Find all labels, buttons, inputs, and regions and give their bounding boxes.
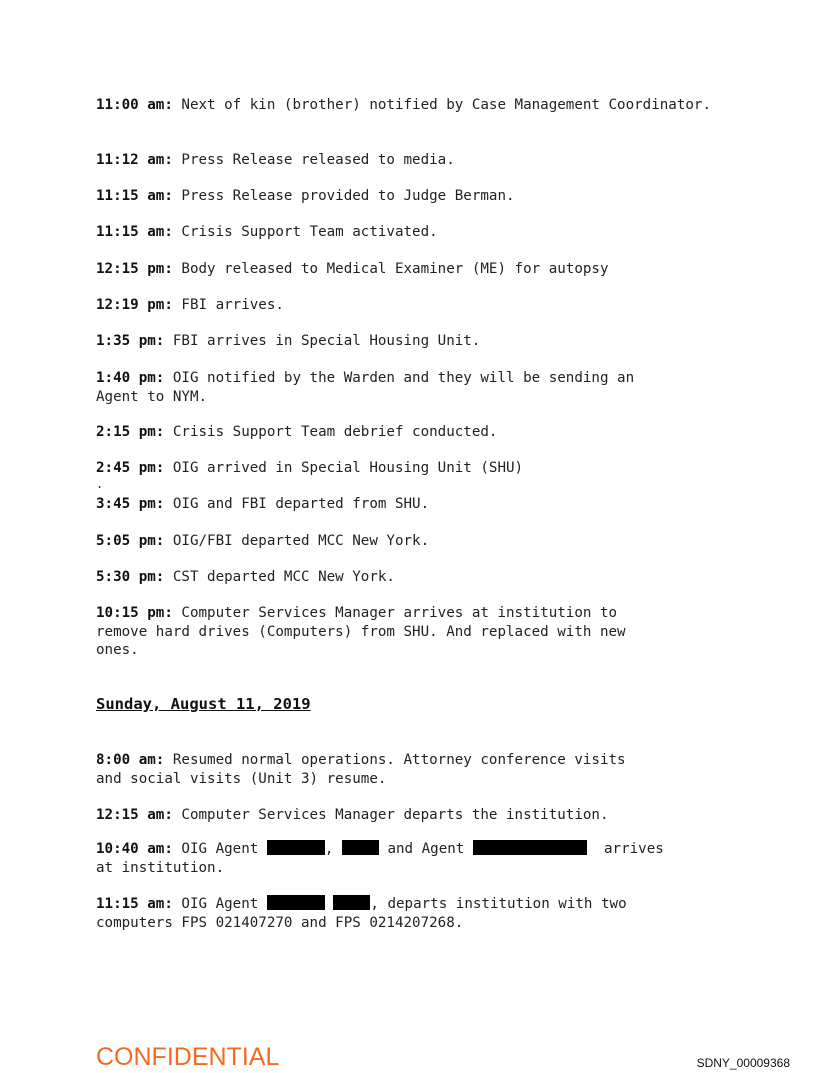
timeline-entry [96, 223, 716, 242]
entry-time: 10:15 pm: [96, 605, 173, 621]
timeline-entry [96, 806, 716, 825]
entry-text: Computer Services Manager departs the institution. [172, 807, 609, 823]
entry-time: 12:19 pm: [96, 297, 173, 313]
timeline-entry [96, 96, 716, 115]
entry-time: 2:15 pm: [96, 424, 165, 440]
redaction-box [342, 840, 379, 855]
timeline-entry [96, 296, 716, 315]
entry-time: 1:35 pm: [96, 333, 165, 349]
entry-text: Next of kin (brother) notified by Case Management Coordinator. [172, 97, 711, 113]
redaction-box [267, 895, 325, 910]
entry-time: 3:45 pm: [96, 496, 165, 512]
redaction-box [267, 840, 325, 855]
entry-text: OIG and FBI departed from SHU. [164, 496, 430, 512]
entry-time: 1:40 pm: [96, 370, 165, 386]
entry-text: OIG notified by the Warden and they will be sending an Agent to NYM. [96, 370, 635, 405]
timeline-entry [96, 260, 716, 279]
entry-time: 11:15 am: [96, 224, 173, 240]
entry-text: Resumed normal operations. Attorney conference visits and social visits (Unit 3) resume. [96, 752, 626, 787]
section-heading: Sunday, August 11, 2019 [96, 695, 311, 713]
timeline-entry [96, 369, 716, 406]
timeline-entry [96, 187, 716, 206]
entry-text: Press Release provided to Judge Berman. [172, 188, 515, 204]
entry-text: CST departed MCC New York. [164, 569, 395, 585]
entry-time: 12:15 am: [96, 807, 173, 823]
timeline-entry [96, 751, 716, 788]
timeline-entry [96, 840, 716, 877]
timeline-entry [96, 532, 716, 551]
entry-text: arrives at institution. [96, 841, 664, 876]
entry-text: FBI arrives in Special Housing Unit. [164, 333, 481, 349]
entry-time: 8:00 am: [96, 752, 165, 768]
entry-time: 11:12 am: [96, 152, 173, 168]
timeline-entry [96, 604, 716, 660]
entry-time: 11:00 am: [96, 97, 173, 113]
entry-text: FBI arrives. [172, 297, 284, 313]
timeline-entry [96, 423, 716, 442]
entry-text: Press Release released to media. [172, 152, 455, 168]
entry-text: OIG arrived in Special Housing Unit (SHU) [164, 460, 524, 476]
entry-text: , [324, 841, 342, 857]
redaction-box [333, 895, 370, 910]
timeline-entry [96, 459, 716, 478]
entry-text: , departs institution with two computers FPS 021407270 and FPS 0214207268. [96, 896, 627, 931]
timeline-entry [96, 568, 716, 587]
confidential-stamp: CONFIDENTIAL [96, 1043, 280, 1071]
timeline-entry [96, 495, 716, 514]
entry-text: and Agent [378, 841, 473, 857]
entry-text: OIG Agent [172, 841, 267, 857]
timeline-entry [96, 332, 716, 351]
bates-number: SDNY_00009368 [696, 1056, 790, 1070]
entry-text: OIG/FBI departed MCC New York. [164, 533, 430, 549]
entry-text [325, 896, 334, 912]
entry-text: Computer Services Manager arrives at institution to remove hard drives (Computers) from SHU. And replaced with new ones. [96, 605, 626, 658]
entry-time: 5:30 pm: [96, 569, 165, 585]
entry-time: 11:15 am: [96, 896, 173, 912]
redaction-box [473, 840, 587, 855]
entry-text: OIG Agent [172, 896, 267, 912]
timeline-entry [96, 895, 716, 932]
entry-text: Crisis Support Team debrief conducted. [164, 424, 498, 440]
entry-time: 11:15 am: [96, 188, 173, 204]
entry-text: Body released to Medical Examiner (ME) for autopsy [172, 261, 609, 277]
stray-period: . [96, 477, 104, 491]
entry-time: 12:15 pm: [96, 261, 173, 277]
timeline-entry [96, 151, 716, 170]
entry-time: 5:05 pm: [96, 533, 165, 549]
entry-time: 10:40 am: [96, 841, 173, 857]
entry-time: 2:45 pm: [96, 460, 165, 476]
entry-text: Crisis Support Team activated. [172, 224, 438, 240]
